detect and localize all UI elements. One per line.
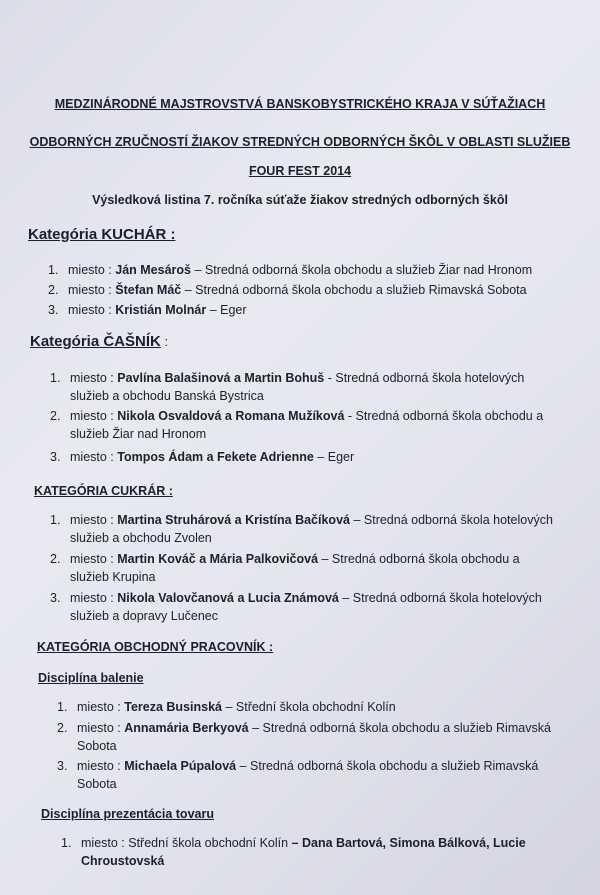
category-kuchar-title: Kategória KUCHÁR : — [28, 226, 176, 243]
item-place: miesto : — [68, 303, 116, 317]
item-school: - Stredná odborná škola obchodu a služieb Žiar nad Hronom — [70, 409, 544, 441]
item-number: 3. — [50, 591, 61, 605]
list-item — [50, 407, 570, 443]
item-school: – Stredná odborná škola hotelových služieb a dopravy Lučenec — [70, 591, 542, 623]
item-names: Štefan Máč — [115, 283, 182, 297]
subtitle: Výsledková listina 7. ročníka súťaže žiakov stredných odborných škôl — [92, 193, 508, 207]
item-number: 1. — [57, 700, 68, 714]
item-names: Kristián Molnár — [115, 303, 207, 317]
item-names: Pavlína Balašinová a Martin Bohuš — [117, 371, 325, 385]
item-school: – Stredná odborná škola obchodu a služieb Rimavská Sobota — [77, 721, 551, 753]
item-names: Tereza Businská — [124, 700, 222, 714]
item-school: – Eger — [313, 450, 355, 464]
item-place: miesto : — [70, 513, 118, 527]
item-place: miesto : — [77, 721, 125, 735]
item-number: 1. — [61, 836, 72, 850]
header-line-3: FOUR FEST 2014 — [248, 164, 352, 178]
item-school: - Stredná odborná škola hotelových služieb a obchodu Banská Bystrica — [70, 371, 525, 403]
category-casnik-heading — [30, 333, 168, 350]
item-place: miesto : — [77, 700, 125, 714]
list-item — [61, 834, 581, 870]
item-place: miesto : — [70, 409, 118, 423]
item-names: Nikola Valovčanová a Lucia Známová — [117, 591, 339, 605]
category-cukrar-title: KATEGÓRIA CUKRÁR : — [34, 484, 173, 498]
item-place: miesto : — [68, 283, 116, 297]
item-names: Martin Kováč a Mária Palkovičová — [117, 552, 319, 566]
item-school: – Stredná odborná škola hotelových služieb a obchodu Zvolen — [70, 513, 553, 545]
category-obchodny-title: KATEGÓRIA OBCHODNÝ PRACOVNÍK : — [37, 640, 274, 654]
header-line-2: ODBORNÝCH ZRUČNOSTÍ ŽIAKOV STREDNÝCH ODBORNÝCH ŠKÔL V OBLASTI SLUŽIEB — [29, 135, 571, 149]
discipline-balenie-title: Disciplína balenie — [38, 671, 144, 685]
item-number: 2. — [57, 721, 68, 735]
header-line-1: MEDZINÁRODNÉ MAJSTROVSTVÁ BANSKOBYSTRICKÉHO KRAJA V SÚŤAŽIACH — [54, 97, 546, 111]
item-school: – Střední škola obchodní Kolín — [221, 700, 396, 714]
list-item — [57, 719, 577, 755]
item-names: Michaela Púpalová — [124, 759, 237, 773]
item-school: – Stredná odborná škola obchodu a služieb Rimavská Sobota — [77, 759, 539, 791]
item-place: miesto : — [77, 759, 125, 773]
list-item — [50, 511, 580, 547]
item-place: miesto : — [70, 591, 118, 605]
item-school: – Stredná odborná škola obchodu a služieb Rimavská Sobota — [181, 283, 527, 297]
item-number: 3. — [57, 759, 68, 773]
item-names: – Dana Bartová, Simona Bálková, Lucie Chroustovská — [81, 836, 526, 868]
item-number: 1. — [50, 513, 61, 527]
item-place: miesto : Střední škola obchodní Kolín — [81, 836, 292, 850]
item-place: miesto : — [70, 450, 118, 464]
item-names: Annamária Berkyová — [124, 721, 249, 735]
item-place: miesto : — [70, 552, 118, 566]
item-place: miesto : — [68, 263, 116, 277]
item-names: Martina Struhárová a Kristína Bačíková — [117, 513, 350, 527]
item-school: – Stredná odborná škola obchodu a služieb Krupina — [70, 552, 520, 584]
item-number: 1. — [50, 371, 61, 385]
list-item — [50, 550, 580, 586]
item-school: – Stredná odborná škola obchodu a služieb Žiar nad Hronom — [190, 263, 533, 277]
list-item — [50, 589, 580, 625]
list-item — [57, 757, 577, 793]
category-casnik-colon: : — [160, 334, 169, 349]
category-casnik-title: Kategória ČAŠNÍK — [30, 333, 161, 350]
item-number: 3. — [48, 303, 59, 317]
discipline-prezentacia-title: Disciplína prezentácia tovaru — [41, 807, 214, 821]
item-number: 2. — [50, 409, 61, 423]
item-names: Tompos Ádam a Fekete Adrienne — [117, 450, 314, 464]
item-names: Nikola Osvaldová a Romana Mužíková — [117, 409, 345, 423]
item-school: – Eger — [206, 303, 247, 317]
item-number: 2. — [48, 283, 59, 297]
list-item — [50, 369, 570, 405]
item-number: 2. — [50, 552, 61, 566]
item-place: miesto : — [70, 371, 118, 385]
item-number: 1. — [48, 263, 59, 277]
item-number: 3. — [50, 450, 61, 464]
item-names: Ján Mesároš — [115, 263, 191, 277]
